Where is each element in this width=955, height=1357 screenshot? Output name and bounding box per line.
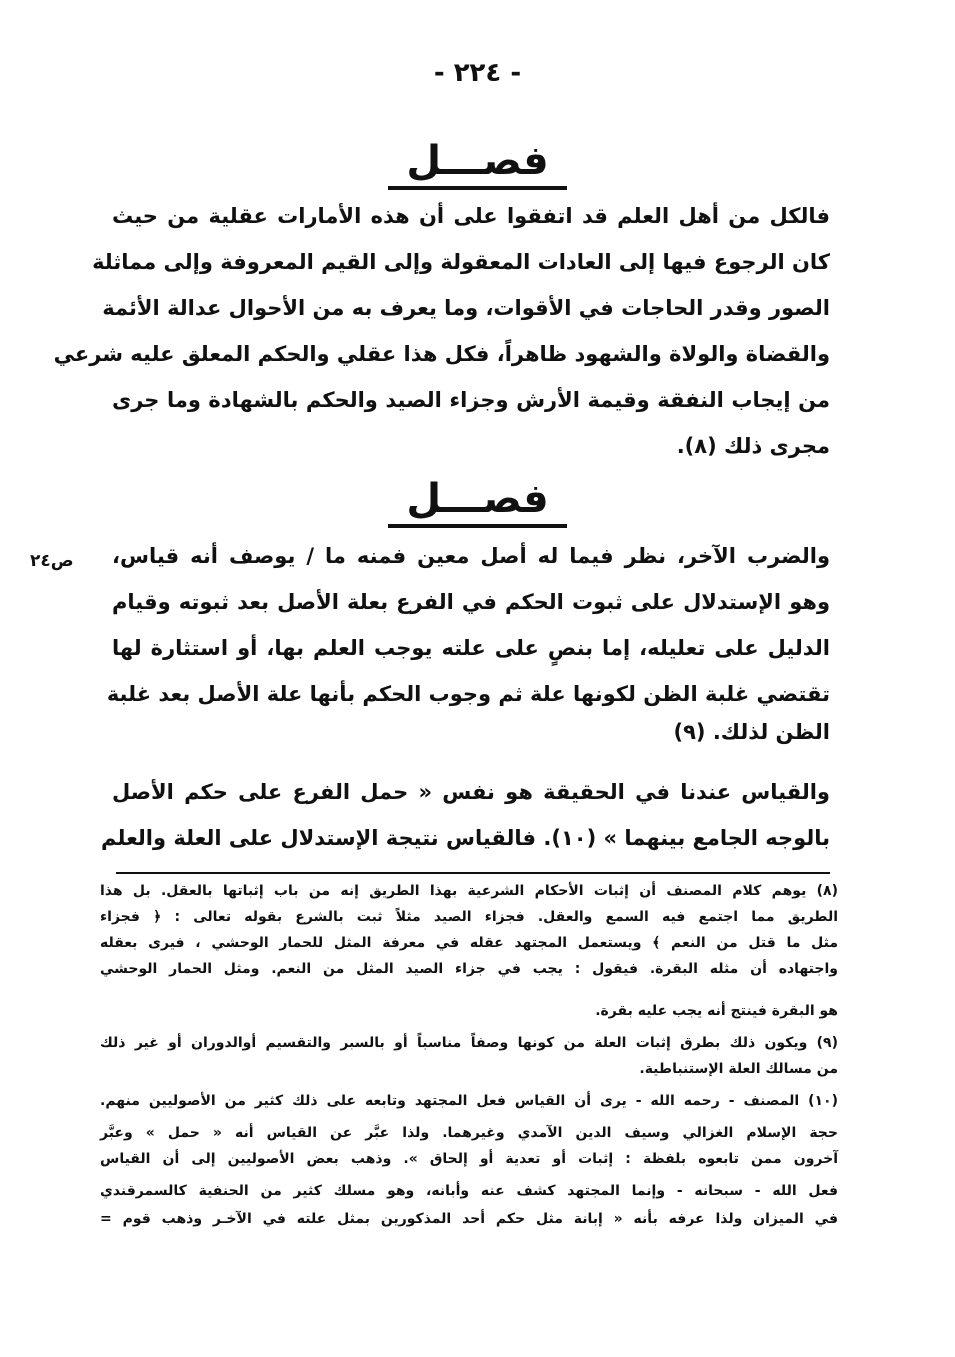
footnote-8-line-1: (٨) يوهم كلام المصنف أن إثبات الأحكام الشرعية بهذا الطريق إنه من باب إثباتها بالعقل. بل هذا — [100, 883, 838, 899]
footnote-10-line-1: (١٠) المصنف - رحمه الله - يرى أن القياس فعل المجتهد وتابعه على ذلك كثير من الأصوليين منهم. — [100, 1093, 838, 1109]
footnote-9-line-2: من مسالك العلة الإستنباطية. — [639, 1061, 838, 1077]
margin-page-reference: ص٢٤ — [30, 551, 74, 571]
paragraph-1-line-6: مجرى ذلك (٨). — [676, 434, 830, 458]
paragraph-3-line-2: بالوجه الجامع بينهما » (١٠). فالقياس نتيجة الإستدلال على العلة والعلم — [101, 826, 830, 850]
paragraph-2-line-5: الظن لذلك. (٩) — [673, 720, 830, 744]
footnote-8-line-3: مثل ما قتل من النعم ﴾ ويستعمل المجتهد عقله في معرفة المثل للحمار الوحشي ، فيرى بعقله — [100, 935, 838, 951]
footnote-10-line-3: آخرون ممن تابعوه بلفظة : إثبات أو تعدية أو إلحاق ». وذهب بعض الأصوليين إلى أن القياس — [100, 1151, 838, 1167]
paragraph-1-line-1: فالكل من أهل العلم قد اتفقوا على أن هذه الأمارات عقلية من حيث — [112, 204, 830, 228]
section-heading-2 — [0, 476, 955, 528]
section-heading-2-text: فصـــل — [388, 476, 566, 528]
paragraph-3-line-1: والقياس عندنا في الحقيقة هو نفس « حمل الفرع على حكم الأصل — [112, 780, 830, 804]
section-heading-1-text: فصـــل — [388, 138, 566, 190]
footnote-9-line-1: (٩) ويكون ذلك بطرق إثبات العلة من كونها وصفاً مناسباً أو بالسبر والتقسيم أوالدوران أو غير ذلك — [100, 1035, 838, 1051]
paragraph-2-line-4: تقتضي غلبة الظن لكونها علة ثم وجوب الحكم بأنها علة الأصل بعد غلبة — [106, 682, 830, 706]
footnote-8-line-5: هو البقرة فينتج أنه يجب عليه بقرة. — [595, 1003, 838, 1019]
paragraph-1-line-2: كان الرجوع فيها إلى العادات المعقولة وإلى القيم المعروفة وإلى مماثلة — [92, 250, 830, 274]
paragraph-2-line-1: والضرب الآخر، نظر فيما له أصل معين فمنه ما / يوصف أنه قياس، — [112, 544, 830, 568]
page-number: - ٢٢٤ - — [433, 58, 522, 88]
footnote-8-line-2: الطريق مما اجتمع فيه السمع والعقل. فجزاء الصيد مثلاً ثبت بالشرع بقوله تعالى : ﴿ فجزاء — [100, 909, 838, 925]
footnote-10-line-4: فعل الله - سبحانه - وإنما المجتهد كشف عنه وأبانه، وهو مسلك كثير من الحنفية كالسمرقندي — [100, 1183, 838, 1199]
footnote-10-line-5: في الميزان ولذا عرفه بأنه « إبانة مثل حكم أحد المذكورين بمثل علته في الآخـر وذهب قوم = — [100, 1211, 838, 1227]
paragraph-2-line-2: وهو الإستدلال على ثبوت الحكم في الفرع بعلة الأصل بعد ثبوته وقيام — [112, 590, 830, 614]
paragraph-1-line-3: الصور وقدر الحاجات في الأقوات، وما يعرف به من الأحوال عدالة الأئمة — [102, 296, 830, 320]
paragraph-1-line-4: والقضاة والولاة والشهود ظاهراً، فكل هذا عقلي والحكم المعلق عليه شرعي — [53, 342, 830, 366]
footnote-8-line-4: واجتهاده أن مثله البقرة. فيقول : يجب في جزاء الصيد المثل من النعم. ومثل الحمار الوحشي — [100, 961, 838, 977]
paragraph-2-line-3: الدليل على تعليله، إما بنصٍ على علته يوجب العلم بها، أو استثارة لها — [112, 636, 830, 660]
paragraph-1-line-5: من إيجاب النفقة وقيمة الأرش وجزاء الصيد والحكم بالشهادة وما جرى — [112, 388, 830, 412]
footnote-separator — [116, 872, 830, 874]
section-heading-1 — [0, 138, 955, 190]
footnote-10-line-2: حجة الإسلام الغزالي وسيف الدين الآمدي وغيرهما. ولذا عبَّر عن القياس أنه « حمل » وعبَّر — [100, 1125, 838, 1141]
